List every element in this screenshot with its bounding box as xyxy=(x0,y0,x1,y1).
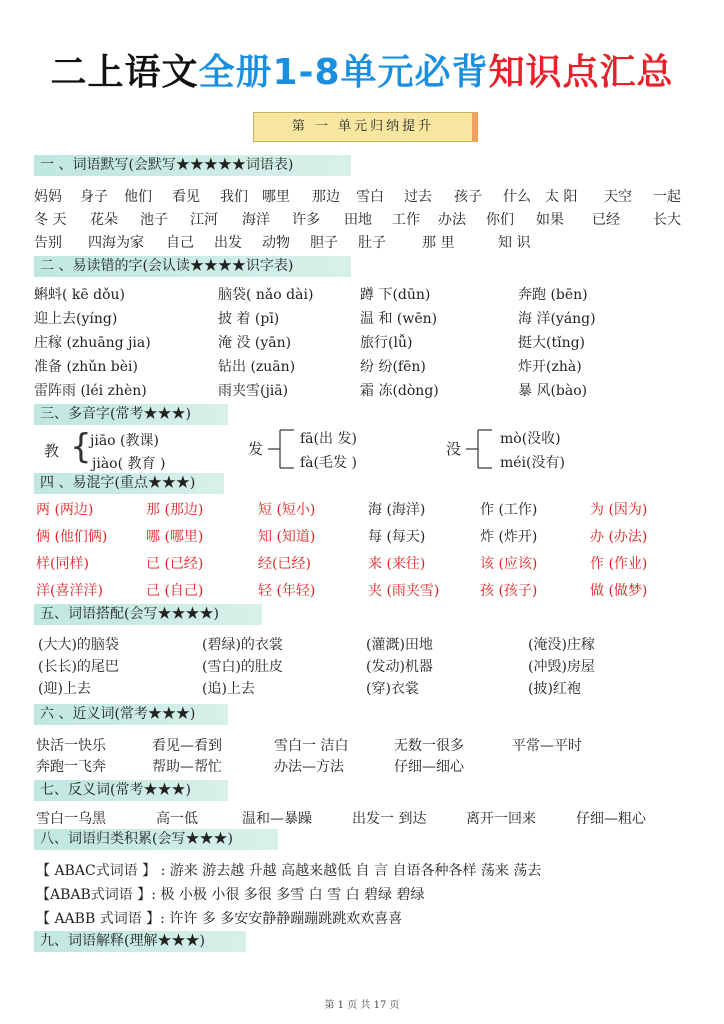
collocation-item: (长长)的尾巴 xyxy=(38,659,119,675)
confusing-char-item: 炸 (炸开) xyxy=(480,529,538,545)
word-item: 田地 xyxy=(344,212,372,228)
confusing-char-item: 办 (办法) xyxy=(590,529,648,545)
word-item: 江河 xyxy=(190,212,218,228)
word-item: 工作 xyxy=(392,212,420,228)
antonym-pair: 仔细—粗心 xyxy=(576,811,646,827)
antonym-pair: 高一低 xyxy=(156,811,198,827)
pronunciation-item: 蝌蚪( kē dǒu) xyxy=(34,287,125,303)
word-item: 出发 xyxy=(214,235,242,251)
synonym-pair: 看见—看到 xyxy=(152,738,222,754)
word-item: 已经 xyxy=(592,212,620,228)
section-heading-polyphone: 三、多音字(常考★★★) xyxy=(34,404,228,425)
word-item: 肚子 xyxy=(358,235,386,251)
word-item: 办法 xyxy=(438,212,466,228)
pronunciation-item: 温 和 (wēn) xyxy=(360,311,438,327)
synonym-pair: 帮助—帮忙 xyxy=(152,759,222,775)
section-heading-definitions: 九、词语解释(理解★★★) xyxy=(34,931,246,952)
abac-line: 【 ABAC式词语 】 : 游来 游去越 升越 高越来越低 自 言 自语各种各样 荡来 荡去 xyxy=(36,863,542,879)
word-item: 如果 xyxy=(536,212,564,228)
word-item: 妈妈 xyxy=(34,189,62,205)
confusing-char-item: 知 (知道) xyxy=(258,529,316,545)
word-item: 知 识 xyxy=(498,235,531,251)
section-heading-confusing: 四 、易混字(重点★★★) xyxy=(34,473,224,494)
word-item: 你们 xyxy=(486,212,514,228)
confusing-char-item: 短 (短小) xyxy=(258,502,316,518)
section-heading-synonyms: 六 、近义词(常考★★★) xyxy=(34,704,228,725)
pronunciation-item: 钻出 (zuān) xyxy=(218,359,296,375)
pronunciation-item: 纷 纷(fēn) xyxy=(360,359,426,375)
word-item: 看见 xyxy=(172,189,200,205)
collocation-item: (大大)的脑袋 xyxy=(38,637,119,653)
word-item: 长大 xyxy=(653,212,681,228)
confusing-char-item: 那 (那边) xyxy=(146,502,204,518)
word-item: 许多 xyxy=(292,212,320,228)
antonym-pair: 出发一 到达 xyxy=(352,811,427,827)
collocation-item: (披)红袍 xyxy=(528,681,581,697)
synonym-pair: 无数一很多 xyxy=(394,738,464,754)
word-item: 什么 xyxy=(503,189,531,205)
word-item: 海洋 xyxy=(242,212,270,228)
pronunciation-item: 霜 冻(dòng) xyxy=(360,383,439,399)
confusing-char-item: 样(同样) xyxy=(36,556,89,572)
polyphone-fa-b: fà(毛发 ) xyxy=(300,455,357,471)
word-item: 他们 xyxy=(124,189,152,205)
word-item: 孩子 xyxy=(454,189,482,205)
confusing-char-item: 两 (两边) xyxy=(36,502,94,518)
pronunciation-item: 挺大(tǐng) xyxy=(518,335,586,351)
section-heading-vocab: 一 、词语默写(会默写★★★★★词语表) xyxy=(34,155,351,176)
bracket-icon xyxy=(464,426,498,472)
collocation-item: (冲毁)房屋 xyxy=(528,659,595,675)
confusing-char-item: 哪 (哪里) xyxy=(146,529,204,545)
word-item: 冬 天 xyxy=(34,212,67,228)
confusing-char-item: 经(已经) xyxy=(258,556,311,572)
synonym-pair: 平常—平时 xyxy=(512,738,582,754)
synonym-pair: 办法—方法 xyxy=(274,759,344,775)
brace-icon: { xyxy=(70,427,92,467)
confusing-char-item: 轻 (年轻) xyxy=(258,583,316,599)
synonym-pair: 奔跑一飞奔 xyxy=(36,759,106,775)
antonym-pair: 雪白一乌黑 xyxy=(36,811,106,827)
polyphone-char-jiao: 教 xyxy=(44,442,60,460)
pronunciation-item: 雨夹雪(jiā) xyxy=(218,383,289,399)
pronunciation-item: 披 着 (pī) xyxy=(218,311,280,327)
word-item: 天空 xyxy=(604,189,632,205)
word-item: 那 里 xyxy=(422,235,455,251)
pronunciation-item: 庄稼 (zhuāng jia) xyxy=(34,335,151,351)
collocation-item: (雪白)的肚皮 xyxy=(202,659,283,675)
section-heading-antonyms: 七、反义词(常考★★★) xyxy=(34,780,228,801)
word-item: 哪里 xyxy=(262,189,290,205)
word-item: 花朵 xyxy=(90,212,118,228)
word-item: 一起 xyxy=(653,189,681,205)
antonym-pair: 温和—暴躁 xyxy=(242,811,312,827)
confusing-char-item: 每 (每天) xyxy=(368,529,426,545)
collocation-item: (灌溉)田地 xyxy=(366,637,433,653)
word-item: 我们 xyxy=(220,189,248,205)
word-item: 雪白 xyxy=(356,189,384,205)
word-item: 胆子 xyxy=(310,235,338,251)
polyphone-char-mei: 没 xyxy=(446,440,462,458)
section-heading-pronunciation: 二 、易读错的字(会认读★★★★识字表) xyxy=(34,256,351,277)
confusing-char-item: 己 (自己) xyxy=(146,583,204,599)
pronunciation-item: 淹 没 (yān) xyxy=(218,335,292,351)
confusing-char-item: 作 (工作) xyxy=(480,502,538,518)
confusing-char-item: 夹 (雨夹雪) xyxy=(368,583,440,599)
word-item: 那边 xyxy=(312,189,340,205)
aabb-line: 【 AABB 式词语 】: 许许 多 多安安静静蹦蹦跳跳欢欢喜喜 xyxy=(36,911,403,927)
synonym-pair: 仔细—细心 xyxy=(394,759,464,775)
confusing-char-item: 做 (做梦) xyxy=(590,583,648,599)
word-item: 池子 xyxy=(140,212,168,228)
word-item: 身子 xyxy=(80,189,108,205)
pronunciation-item: 雷阵雨 (léi zhèn) xyxy=(34,383,147,399)
pronunciation-item: 迎上去(yíng) xyxy=(34,311,118,327)
pronunciation-item: 暴 风(bào) xyxy=(518,383,588,399)
synonym-pair: 快活一快乐 xyxy=(36,738,106,754)
polyphone-jiao-b: jiào( 教育 ) xyxy=(92,456,166,472)
word-item: 告别 xyxy=(34,235,62,251)
confusing-char-item: 俩 (他们俩) xyxy=(36,529,108,545)
pronunciation-item: 炸开(zhà) xyxy=(518,359,582,375)
polyphone-jiao-a: jiāo (教课) xyxy=(90,433,159,449)
confusing-char-item: 来 (来往) xyxy=(368,556,426,572)
collocation-item: (追)上去 xyxy=(202,681,255,697)
word-item: 动物 xyxy=(262,235,290,251)
word-item: 四海为家 xyxy=(88,235,144,251)
polyphone-fa-a: fā(出 发) xyxy=(300,431,357,447)
section-heading-accumulate: 八、词语归类积累(会写★★★) xyxy=(34,829,278,850)
pronunciation-item: 海 洋(yáng) xyxy=(518,311,596,327)
confusing-char-item: 孩 (孩子) xyxy=(480,583,538,599)
confusing-char-item: 作 (作业) xyxy=(590,556,648,572)
pronunciation-item: 脑袋( nǎo dài) xyxy=(218,287,314,303)
confusing-char-item: 为 (因为) xyxy=(590,502,648,518)
pronunciation-item: 蹲 下(dūn) xyxy=(360,287,431,303)
collocation-item: (穿)衣裳 xyxy=(366,681,419,697)
collocation-item: (迎)上去 xyxy=(38,681,91,697)
confusing-char-item: 该 (应该) xyxy=(480,556,538,572)
pronunciation-item: 旅行(lǚ) xyxy=(360,335,413,351)
pronunciation-item: 准备 (zhǔn bèi) xyxy=(34,359,138,375)
polyphone-char-fa: 发 xyxy=(248,440,264,458)
page-title: 二上语文全册1-8单元必背知识点汇总 xyxy=(50,52,674,93)
word-item: 过去 xyxy=(404,189,432,205)
collocation-item: (淹没)庄稼 xyxy=(528,637,595,653)
synonym-pair: 雪白一 洁白 xyxy=(274,738,349,754)
confusing-char-item: 已 (已经) xyxy=(146,556,204,572)
bracket-icon xyxy=(266,426,298,472)
page-footer: 第 1 页 共 17 页 xyxy=(324,1000,400,1011)
section-heading-collocation: 五、词语搭配(会写★★★★) xyxy=(34,604,262,625)
antonym-pair: 离开一回来 xyxy=(466,811,536,827)
confusing-char-item: 海 (海洋) xyxy=(368,502,426,518)
polyphone-mei-a: mò(没收) xyxy=(500,431,561,447)
unit-heading: 第 一 单元归纳提升 xyxy=(253,112,478,142)
word-item: 自己 xyxy=(166,235,194,251)
word-item: 太 阳 xyxy=(545,189,578,205)
collocation-item: (碧绿)的衣裳 xyxy=(202,637,283,653)
polyphone-mei-b: méi(没有) xyxy=(500,455,565,471)
abab-line: 【ABAB式词语 】: 极 小极 小很 多很 多雪 白 雪 白 碧绿 碧绿 xyxy=(36,887,425,903)
pronunciation-item: 奔跑 (bēn) xyxy=(518,287,588,303)
collocation-item: (发动)机器 xyxy=(366,659,433,675)
confusing-char-item: 洋(喜洋洋) xyxy=(36,583,103,599)
